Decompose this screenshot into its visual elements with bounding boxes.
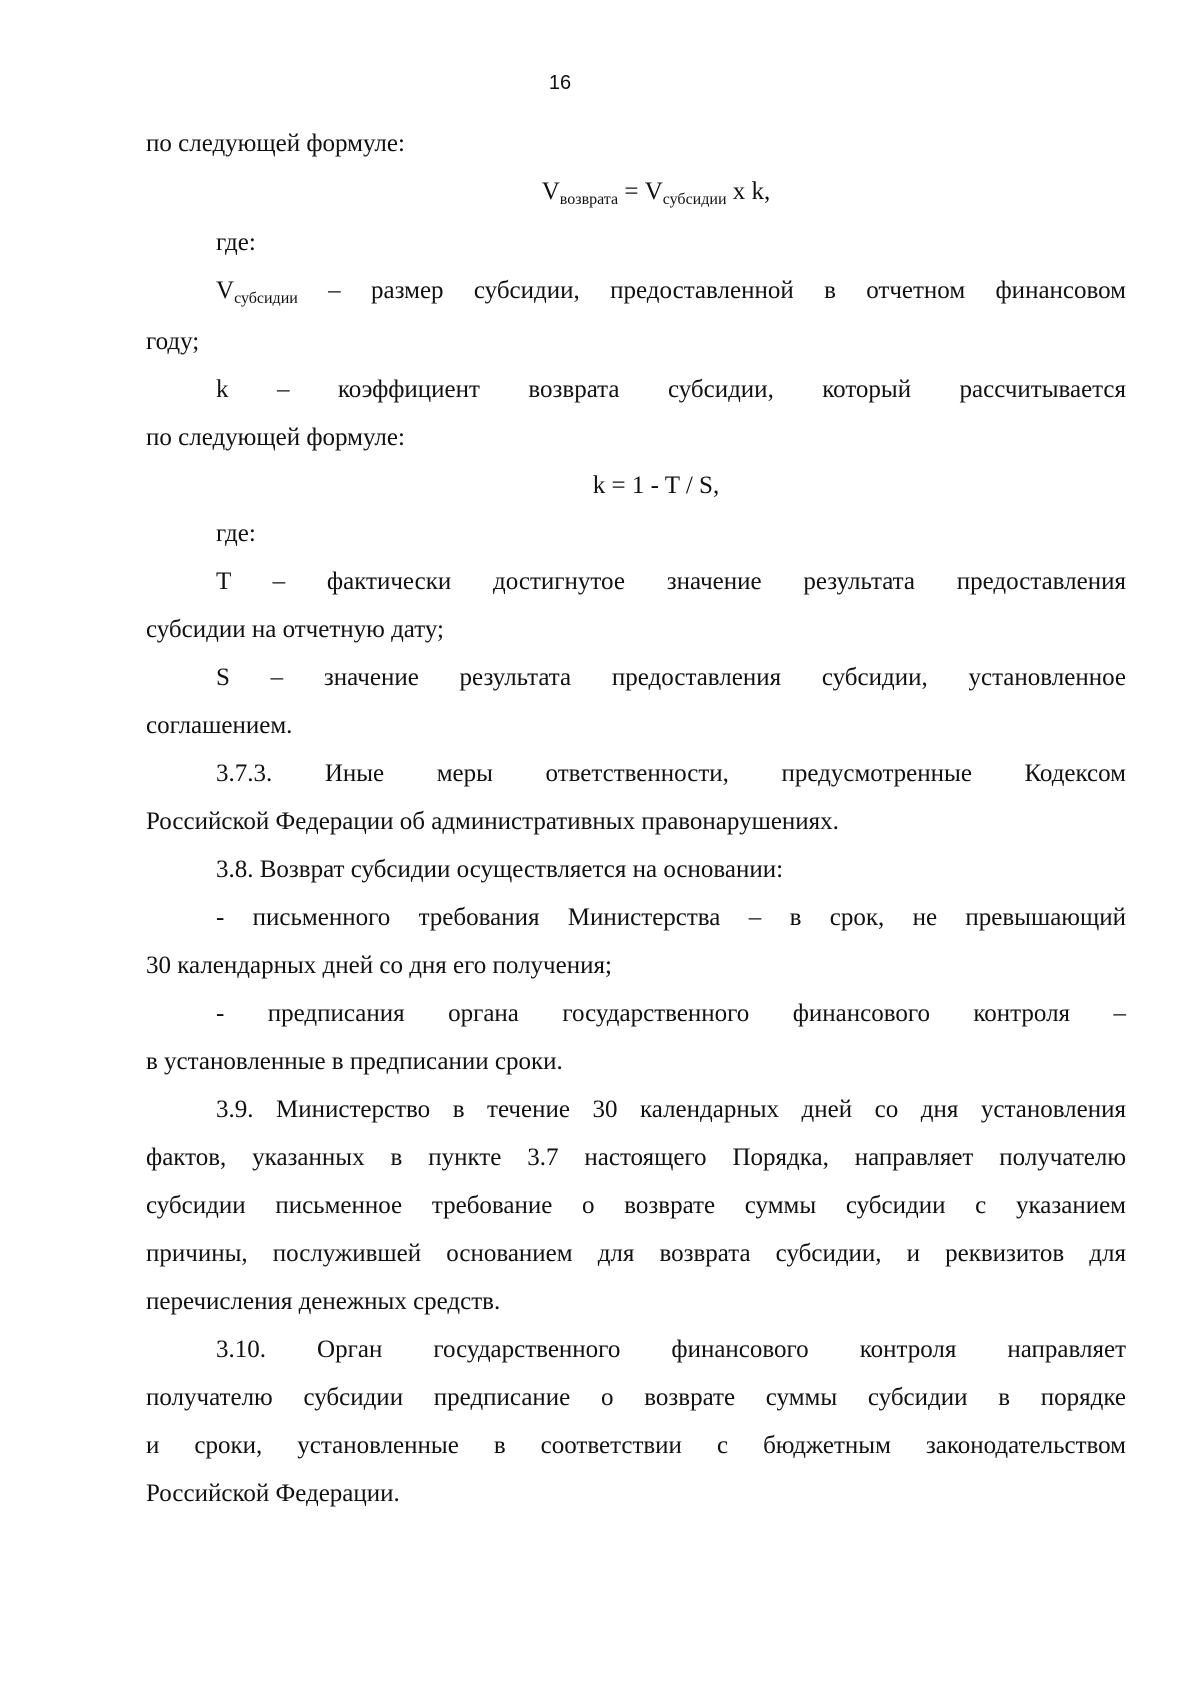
document-body (146, 120, 1126, 1518)
text-line: 30 календарных дней со дня его получения; (146, 952, 612, 979)
definition-text: – размер субсидии, предоставленной в отчетном финансовом (297, 277, 1126, 304)
formula-subscript: возврата (559, 191, 619, 208)
list-item: - письменного требования Министерства – в срок, не превышающий (216, 904, 1126, 931)
formula-subscript: субсидии (234, 290, 298, 307)
definition-k: k – коэффициент возврата субсидии, который рассчитывается (216, 376, 1126, 403)
clause-3-9: 3.9. Министерство в течение 30 календарных дней со дня установления (216, 1096, 1126, 1123)
clause-3-10: 3.10. Орган государственного финансового контроля направляет (216, 1336, 1126, 1363)
text-line: перечисления денежных средств. (146, 1288, 501, 1315)
definition-t: T – фактически достигнутое значение результата предоставления (216, 568, 1126, 595)
clause-3-7-3: 3.7.3. Иные меры ответственности, предусмотренные Кодексом (216, 760, 1126, 787)
text-line: году; (146, 328, 200, 355)
text-line: фактов, указанных в пункте 3.7 настоящего Порядка, направляет получателю (146, 1144, 1126, 1171)
text-line: и сроки, установленные в соответствии с бюджетным законодательством (146, 1432, 1126, 1459)
clause-3-8: 3.8. Возврат субсидии осуществляется на основании: (216, 856, 784, 883)
formula-symbol: V (216, 277, 235, 304)
formula-return-volume (146, 168, 1126, 219)
formula-part: x k, (726, 178, 771, 205)
formula-part: = V (618, 178, 663, 205)
text-line: по следующей формуле: (146, 424, 405, 451)
list-item: - предписания органа государственного финансового контроля – (216, 1000, 1126, 1027)
definition-s: S – значение результата предоставления субсидии, установленное (216, 664, 1126, 691)
text-line: субсидии письменное требование о возврате суммы субсидии с указанием (146, 1192, 1126, 1219)
text-line: причины, послужившей основанием для возврата субсидии, и реквизитов для (146, 1240, 1126, 1267)
formula-subscript: субсидии (662, 191, 727, 208)
definition-v-subsidy (146, 267, 1126, 318)
text-line: где: (216, 520, 256, 547)
text-line: субсидии на отчетную дату; (146, 616, 444, 643)
page-number: 16 (548, 72, 572, 94)
formula-coefficient: k = 1 - T / S, (592, 472, 720, 499)
text-line: в установленные в предписании сроки. (146, 1048, 563, 1075)
text-line: Российской Федерации об административных правонарушениях. (146, 808, 839, 835)
text-line: где: (216, 229, 256, 256)
text-line: получателю субсидии предписание о возврате суммы субсидии в порядке (146, 1384, 1126, 1411)
text-line: Российской Федерации. (146, 1480, 400, 1507)
text-line: по следующей формуле: (146, 130, 405, 157)
text-line: соглашением. (146, 712, 293, 739)
formula-symbol: V (541, 178, 560, 205)
